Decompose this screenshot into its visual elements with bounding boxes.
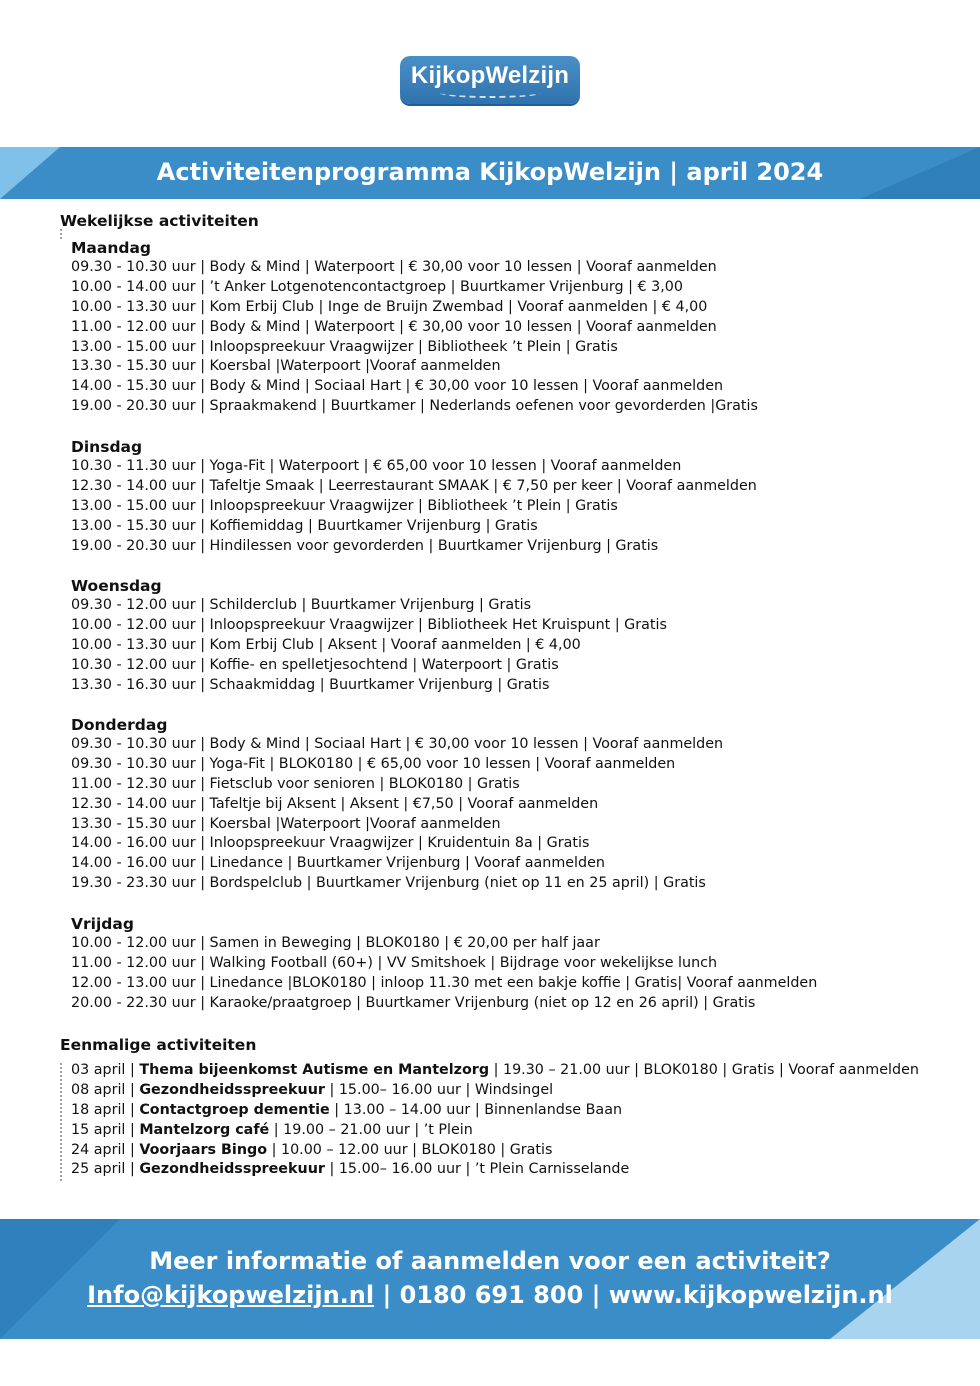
day-title: Dinsdag <box>71 438 143 456</box>
activity-line: 14.00 - 15.30 uur | Body & Mind | Sociaal Hart | € 30,00 voor 10 lessen | Vooraf aanmelden <box>71 378 724 395</box>
once-date: 03 april <box>71 1062 126 1078</box>
activity-line: 10.00 - 12.00 uur | Inloopspreekuur Vraagwijzer | Bibliotheek Het Kruispunt | Gratis <box>71 616 667 633</box>
once-date: 18 april <box>71 1101 126 1118</box>
once-item: 18 april | Contactgroep dementie | 13.00 – 14.00 uur | Binnenlandse Baan <box>71 1101 623 1118</box>
activity-line: 13.30 - 16.30 uur | Schaakmiddag | Buurtkamer Vrijenburg | Gratis <box>71 676 550 693</box>
footer-decoration-right <box>830 1219 980 1339</box>
activity-line: 10.00 - 12.00 uur | Samen in Beweging | BLOK0180 | € 20,00 per half jaar <box>71 935 600 951</box>
activity-line: 19.30 - 23.30 uur | Bordspelclub | Buurtkamer Vrijenburg (niet op 11 en 25 april) | Gratis <box>71 875 706 892</box>
once-title: Gezondheidsspreekuur <box>139 1161 325 1178</box>
activity-line: 11.00 - 12.30 uur | Fietsclub voor senioren | BLOK0180 | Gratis <box>71 775 520 792</box>
activity-line: 19.00 - 20.30 uur | Hindilessen voor gevorderden | Buurtkamer Vrijenburg | Gratis <box>71 537 659 554</box>
day-title: Vrijdag <box>71 915 134 933</box>
activity-line: 10.00 - 13.30 uur | Kom Erbij Club | Aksent | Vooraf aanmelden | € 4,00 <box>71 636 581 653</box>
activity-line: 13.00 - 15.00 uur | Inloopspreekuur Vraagwijzer | Bibliotheek ’t Plein | Gratis <box>71 497 618 514</box>
once-item: 24 april | Voorjaars Bingo | 10.00 – 12.00 uur | BLOK0180 | Gratis <box>71 1141 553 1158</box>
dotted-marker <box>60 1063 64 1181</box>
day-title: Donderdag <box>71 716 168 734</box>
activity-line: 13.00 - 15.30 uur | Koffiemiddag | Buurtkamer Vrijenburg | Gratis <box>71 517 538 534</box>
once-details: 15.00– 16.00 uur | ’t Plein Carnisselande <box>338 1161 630 1178</box>
footer-decoration-left <box>0 1219 120 1339</box>
day-block-woensdag <box>71 576 667 695</box>
footer-contact-rest: | 0180 691 800 | www.kijkopwelzijn.nl <box>374 1281 893 1309</box>
activity-line: 11.00 - 12.00 uur | Body & Mind | Waterpoort | € 30,00 voor 10 lessen | Vooraf aanmelden <box>71 318 717 335</box>
day-title: Woensdag <box>71 577 162 595</box>
activity-line: 14.00 - 16.00 uur | Inloopspreekuur Vraagwijzer | Kruidentuin 8a | Gratis <box>71 835 590 852</box>
footer-contact <box>0 1281 980 1309</box>
activity-line: 09.30 - 10.30 uur | Body & Mind | Waterpoort | € 30,00 voor 10 lessen | Vooraf aanmelden <box>71 259 717 275</box>
once-details: 19.30 – 21.00 uur | BLOK0180 | Gratis | Vooraf aanmelden <box>502 1062 919 1078</box>
once-item: 08 april | Gezondheidsspreekuur | 15.00– 16.00 uur | Windsingel <box>71 1081 554 1098</box>
email-link[interactable]: Info@kijkopwelzijn.nl <box>87 1281 375 1309</box>
dotted-marker <box>60 229 64 239</box>
once-date: 15 april <box>71 1121 126 1138</box>
day-block-maandag <box>71 238 758 417</box>
once-date: 25 april <box>71 1161 126 1178</box>
footer-band <box>0 1219 980 1339</box>
once-heading: Eenmalige activiteiten <box>60 1036 257 1054</box>
activity-line: 12.00 - 13.00 uur | Linedance |BLOK0180 | inloop 11.30 met een bakje koffie | Gratis| Vooraf aanmelden <box>71 974 818 991</box>
activity-line: 10.30 - 12.00 uur | Koffie- en spelletjesochtend | Waterpoort | Gratis <box>71 656 559 673</box>
activity-line: 13.30 - 15.30 uur | Koersbal |Waterpoort |Vooraf aanmelden <box>71 358 501 375</box>
activity-line: 12.30 - 14.00 uur | Tafeltje bij Aksent | Aksent | €7,50 | Vooraf aanmelden <box>71 795 599 812</box>
day-block-vrijdag <box>71 914 817 1014</box>
brand-logo <box>400 56 580 104</box>
page-title: Activiteitenprogramma KijkopWelzijn | april 2024 <box>156 158 824 186</box>
activity-line: 19.00 - 20.30 uur | Spraakmakend | Buurtkamer | Nederlands oefenen voor gevorderden |Gratis <box>71 398 758 415</box>
logo-text: KijkopWelzijn <box>410 62 570 89</box>
once-details: 13.00 – 14.00 uur | Binnenlandse Baan <box>343 1101 623 1118</box>
once-title: Voorjaars Bingo <box>139 1141 268 1158</box>
activity-line: 10.00 - 14.00 uur | ’t Anker Lotgenotencontactgroep | Buurtkamer Vrijenburg | € 3,00 <box>71 278 683 295</box>
once-title: Contactgroep dementie <box>139 1101 330 1118</box>
once-list <box>71 1061 919 1180</box>
once-item: 03 april | Thema bijeenkomst Autisme en Mantelzorg | 19.30 – 21.00 uur | BLOK0180 | Gratis | Vooraf aanmelden <box>71 1062 919 1078</box>
activity-line: 10.00 - 13.30 uur | Kom Erbij Club | Inge de Bruijn Zwembad | Vooraf aanmelden | € 4,00 <box>71 298 708 315</box>
once-details: 19.00 – 21.00 uur | ’t Plein <box>283 1121 473 1138</box>
activity-line: 14.00 - 16.00 uur | Linedance | Buurtkamer Vrijenburg | Vooraf aanmelden <box>71 855 605 872</box>
activity-line: 12.30 - 14.00 uur | Tafeltje Smaak | Leerrestaurant SMAAK | € 7,50 per keer | Vooraf aanmelden <box>71 477 757 494</box>
once-title: Thema bijeenkomst Autisme en Mantelzorg <box>139 1062 490 1078</box>
activity-line: 20.00 - 22.30 uur | Karaoke/praatgroep | Buurtkamer Vrijenburg (niet op 12 en 26 april) | Gratis <box>71 994 756 1011</box>
once-item: 25 april | Gezondheidsspreekuur | 15.00– 16.00 uur | ’t Plein Carnisselande <box>71 1161 630 1178</box>
activity-line: 13.00 - 15.00 uur | Inloopspreekuur Vraagwijzer | Bibliotheek ’t Plein | Gratis <box>71 338 618 355</box>
title-band <box>0 147 980 199</box>
day-title: Maandag <box>71 239 152 257</box>
once-date: 08 april <box>71 1081 126 1098</box>
activity-line: 11.00 - 12.00 uur | Walking Football (60+) | VV Smitshoek | Bijdrage voor wekelijkse lunch <box>71 954 718 971</box>
activity-line: 10.30 - 11.30 uur | Yoga-Fit | Waterpoort | € 65,00 voor 10 lessen | Vooraf aanmelden <box>71 458 682 474</box>
activity-line: 09.30 - 10.30 uur | Body & Mind | Sociaal Hart | € 30,00 voor 10 lessen | Vooraf aanmelden <box>71 736 724 752</box>
once-item: 15 april | Mantelzorg café | 19.00 – 21.00 uur | ’t Plein <box>71 1121 473 1138</box>
once-details: 10.00 – 12.00 uur | BLOK0180 | Gratis <box>280 1141 553 1158</box>
once-details: 15.00– 16.00 uur | Windsingel <box>338 1081 554 1098</box>
activity-line: 09.30 - 10.30 uur | Yoga-Fit | BLOK0180 | € 65,00 voor 10 lessen | Vooraf aanmelden <box>71 755 676 772</box>
day-block-dinsdag <box>71 437 757 556</box>
once-title: Mantelzorg café <box>139 1121 270 1138</box>
once-date: 24 april <box>71 1141 126 1158</box>
once-title: Gezondheidsspreekuur <box>139 1081 325 1098</box>
logo-road-decoration <box>440 88 540 98</box>
activity-line: 13.30 - 15.30 uur | Koersbal |Waterpoort |Vooraf aanmelden <box>71 815 501 832</box>
weekly-heading: Wekelijkse activiteiten <box>60 212 259 230</box>
footer-heading: Meer informatie of aanmelden voor een activiteit? <box>149 1247 831 1275</box>
day-block-donderdag <box>71 715 723 894</box>
activity-line: 09.30 - 12.00 uur | Schilderclub | Buurtkamer Vrijenburg | Gratis <box>71 597 532 613</box>
